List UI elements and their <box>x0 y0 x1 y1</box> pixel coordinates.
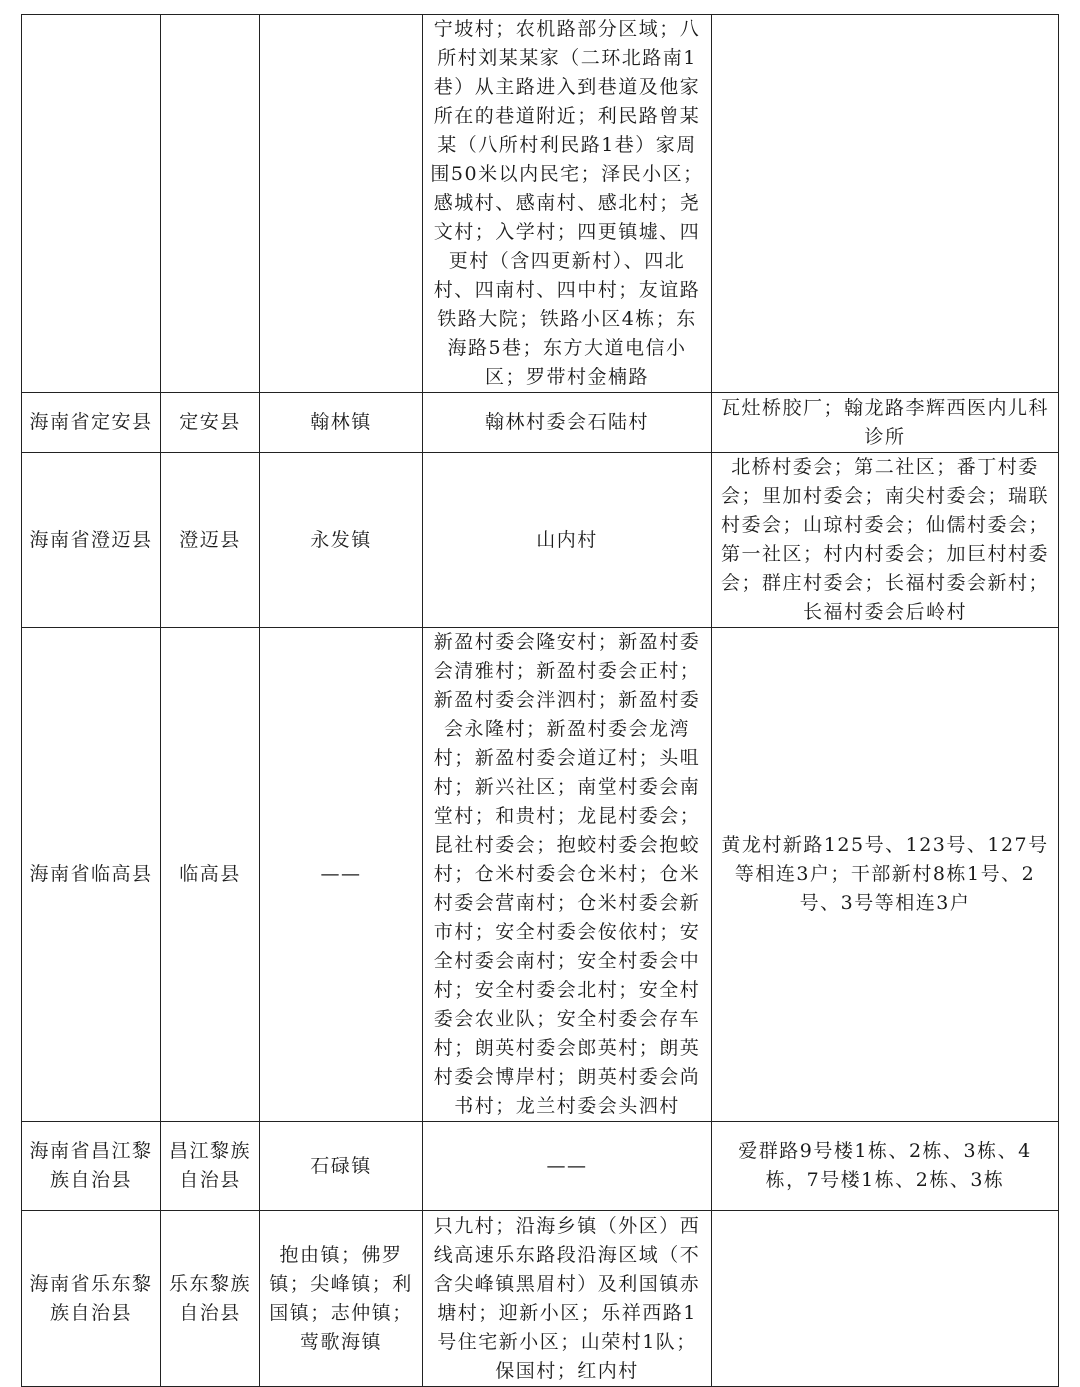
village-cell: 宁坡村；农机路部分区域；八所村刘某某家（二环北路南1巷）从主路进入到巷道及他家所在的巷道附近；利民路曾某某（八所村利民路1巷）家周围50米以内民宅；泽民小区；感城村、感南村、感北村；尧文村；入学村；四更镇墟、四更村（含四更新村）、四北村、四南村、四中村；友谊路铁路大院；铁路小区4栋；东海路5巷；东方大道电信小区；罗带村金楠路 <box>423 15 712 393</box>
other-area-cell: 北桥村委会；第二社区；番丁村委会；里加村委会；南尖村委会；瑞联村委会；山琼村委会；仙儒村委会；第一社区；村内村委会；加巨村村委会；群庄村委会；长福村委会新村；长福村委会后岭村 <box>712 453 1059 628</box>
province-cell: 海南省澄迈县 <box>22 453 161 628</box>
county-cell: 澄迈县 <box>161 453 260 628</box>
village-cell: 只九村；沿海乡镇（外区）西线高速乐东路段沿海区域（不含尖峰镇黑眉村）及利国镇赤塘村；迎新小区；乐祥西路1号住宅新小区；山荣村1队；保国村；红内村 <box>423 1211 712 1387</box>
province-cell <box>22 15 161 393</box>
province-cell: 海南省定安县 <box>22 393 161 453</box>
other-area-cell <box>712 15 1059 393</box>
town-cell: 石碌镇 <box>260 1122 423 1211</box>
other-area-cell: 爱群路9号楼1栋、2栋、3栋、4栋，7号楼1栋、2栋、3栋 <box>712 1122 1059 1211</box>
village-cell: —— <box>423 1122 712 1211</box>
province-cell: 海南省昌江黎族自治县 <box>22 1122 161 1211</box>
village-cell: 山内村 <box>423 453 712 628</box>
table-row <box>22 1211 1059 1387</box>
table-row <box>22 453 1059 628</box>
table-row <box>22 1122 1059 1211</box>
village-cell: 翰林村委会石陆村 <box>423 393 712 453</box>
town-cell: 翰林镇 <box>260 393 423 453</box>
county-cell <box>161 15 260 393</box>
other-area-cell: 瓦灶桥胶厂；翰龙路李辉西医内儿科诊所 <box>712 393 1059 453</box>
town-cell <box>260 15 423 393</box>
village-cell: 新盈村委会隆安村；新盈村委会清雅村；新盈村委会正村；新盈村委会泮泗村；新盈村委会永隆村；新盈村委会龙湾村；新盈村委会道辽村；头咀村；新兴社区；南堂村委会南堂村；和贵村；龙昆村委会；昆社村委会；抱蛟村委会抱蛟村；仓米村委会仓米村；仓米村委会营南村；仓米村委会新市村；安全村委会侒依村；安全村委会南村；安全村委会中村；安全村委会北村；安全村委会农业队；安全村委会存车村；朗英村委会郎英村；朗英村委会博岸村；朗英村委会尚书村；龙兰村委会头泗村 <box>423 628 712 1122</box>
county-cell: 临高县 <box>161 628 260 1122</box>
province-cell: 海南省临高县 <box>22 628 161 1122</box>
town-cell: 永发镇 <box>260 453 423 628</box>
county-cell: 定安县 <box>161 393 260 453</box>
county-cell: 昌江黎族自治县 <box>161 1122 260 1211</box>
town-cell: 抱由镇；佛罗镇；尖峰镇；利国镇；志仲镇；莺歌海镇 <box>260 1211 423 1387</box>
risk-area-table <box>21 14 1059 1387</box>
other-area-cell <box>712 1211 1059 1387</box>
county-cell: 乐东黎族自治县 <box>161 1211 260 1387</box>
other-area-cell: 黄龙村新路125号、123号、127号等相连3户；干部新村8栋1号、2号、3号等相连3户 <box>712 628 1059 1122</box>
table-row <box>22 393 1059 453</box>
province-cell: 海南省乐东黎族自治县 <box>22 1211 161 1387</box>
table-row <box>22 15 1059 393</box>
town-cell: —— <box>260 628 423 1122</box>
table-row <box>22 628 1059 1122</box>
